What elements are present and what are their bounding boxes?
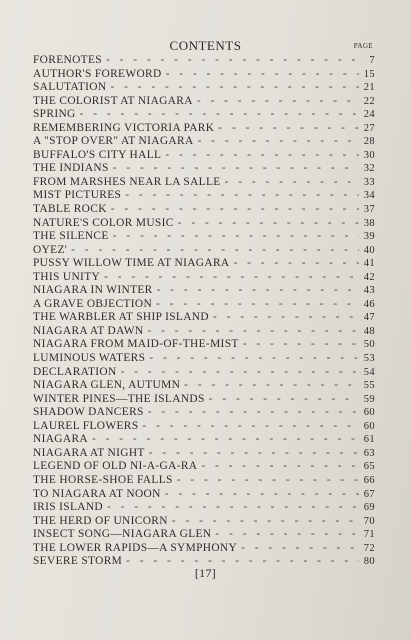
dot-leader bbox=[197, 95, 359, 109]
dot-leader bbox=[243, 338, 359, 352]
toc-entry-title: SEVERE STORM bbox=[33, 555, 123, 568]
toc-entry-page: 42 bbox=[363, 271, 375, 283]
toc-entry bbox=[33, 325, 375, 339]
dot-leader bbox=[198, 135, 359, 149]
toc-entry bbox=[33, 271, 375, 285]
dot-leader bbox=[142, 420, 359, 434]
toc-entry-title: THE HORSE-SHOE FALLS bbox=[33, 473, 173, 486]
toc-entry-page: 60 bbox=[363, 420, 375, 432]
toc-entry-title: FROM MARSHES NEAR LA SALLE bbox=[33, 175, 221, 188]
toc-entry-page: 80 bbox=[363, 556, 375, 568]
toc-entry-title: SPRING bbox=[33, 108, 76, 121]
toc-entry bbox=[33, 284, 375, 298]
dot-leader bbox=[149, 447, 359, 461]
toc-entry-title: REMEMBERING VICTORIA PARK bbox=[33, 121, 215, 134]
toc-entry-title: THE INDIANS bbox=[33, 162, 109, 175]
toc-entry-page: 50 bbox=[363, 339, 375, 351]
toc-entry-title: SALUTATION bbox=[33, 81, 107, 94]
toc-entry-title: LEGEND OF OLD NI-A-GA-RA bbox=[33, 460, 198, 473]
dot-leader bbox=[184, 379, 359, 393]
toc-entry bbox=[33, 542, 375, 556]
toc-entry-page: 24 bbox=[363, 109, 375, 121]
toc-entry bbox=[33, 68, 375, 82]
toc-entry bbox=[33, 420, 375, 434]
dot-leader bbox=[225, 176, 359, 190]
toc-entry-page: 41 bbox=[363, 258, 375, 270]
toc-entry bbox=[33, 176, 375, 190]
dot-leader bbox=[71, 244, 359, 258]
dot-leader bbox=[165, 149, 359, 163]
dot-leader bbox=[106, 54, 359, 68]
dot-leader bbox=[121, 366, 359, 380]
dot-leader bbox=[111, 203, 359, 217]
toc-entry-title: LUMINOUS WATERS bbox=[33, 352, 146, 365]
toc-entry-title: THE HERD OF UNICORN bbox=[33, 514, 168, 527]
contents-heading: CONTENTS bbox=[169, 38, 242, 53]
toc-entry-page: 60 bbox=[363, 407, 375, 419]
table-of-contents bbox=[33, 54, 375, 569]
toc-entry-page: 72 bbox=[363, 542, 375, 554]
toc-entry bbox=[33, 379, 375, 393]
dot-leader bbox=[157, 284, 359, 298]
toc-entry-title: NIAGARA AT NIGHT bbox=[33, 446, 145, 459]
toc-entry-title: INSECT SONG—NIAGARA GLEN bbox=[33, 528, 212, 541]
toc-entry-page: 30 bbox=[363, 149, 375, 161]
dot-leader bbox=[177, 474, 359, 488]
dot-leader bbox=[125, 189, 359, 203]
toc-entry bbox=[33, 298, 375, 312]
toc-entry-page: 38 bbox=[363, 217, 375, 229]
toc-entry-title: NIAGARA FROM MAID-OF-THE-MIST bbox=[33, 338, 239, 351]
dot-leader bbox=[213, 311, 359, 325]
toc-entry-title: BUFFALO'S CITY HALL bbox=[33, 148, 162, 161]
toc-entry-page: 67 bbox=[363, 488, 375, 500]
toc-entry-title: THE COLORIST AT NIAGARA bbox=[33, 94, 193, 107]
toc-entry-page: 21 bbox=[363, 82, 375, 94]
dot-leader bbox=[165, 488, 359, 502]
toc-entry bbox=[33, 474, 375, 488]
page-number: [17] bbox=[194, 566, 217, 580]
toc-entry-title: NIAGARA bbox=[33, 433, 88, 446]
toc-entry-title: WINTER PINES—THE ISLANDS bbox=[33, 392, 205, 405]
toc-entry bbox=[33, 189, 375, 203]
dot-leader bbox=[218, 122, 359, 136]
toc-entry-title: THE SILENCE bbox=[33, 230, 109, 243]
dot-leader bbox=[113, 162, 359, 176]
toc-entry-title: A GRAVE OBJECTION bbox=[33, 297, 153, 310]
toc-entry-page: 48 bbox=[363, 325, 375, 337]
dot-leader bbox=[104, 271, 359, 285]
toc-entry-title: TO NIAGARA AT NOON bbox=[33, 487, 161, 500]
toc-entry-title: DECLARATION bbox=[33, 365, 117, 378]
dot-leader bbox=[149, 352, 359, 366]
toc-entry-title: THE LOWER RAPIDS—A SYMPHONY bbox=[33, 541, 238, 554]
toc-entry-page: 22 bbox=[363, 95, 375, 107]
toc-entry bbox=[33, 108, 375, 122]
dot-leader bbox=[113, 230, 359, 244]
dot-leader bbox=[107, 501, 359, 515]
toc-entry bbox=[33, 352, 375, 366]
toc-entry-page: 53 bbox=[363, 353, 375, 365]
dot-leader bbox=[147, 325, 359, 339]
dot-leader bbox=[148, 406, 359, 420]
dot-leader bbox=[209, 393, 359, 407]
toc-entry-page: 39 bbox=[363, 231, 375, 243]
toc-entry-page: 65 bbox=[363, 461, 375, 473]
toc-entry bbox=[33, 447, 375, 461]
toc-entry bbox=[33, 81, 375, 95]
toc-entry-title: THE WARBLER AT SHIP ISLAND bbox=[33, 311, 209, 324]
toc-entry bbox=[33, 488, 375, 502]
toc-entry bbox=[33, 257, 375, 271]
toc-entry bbox=[33, 460, 375, 474]
toc-entry-page: 59 bbox=[363, 393, 375, 405]
toc-entry-title: NIAGARA AT DAWN bbox=[33, 324, 144, 337]
toc-entry bbox=[33, 433, 375, 447]
toc-entry-page: 43 bbox=[363, 285, 375, 297]
toc-entry bbox=[33, 203, 375, 217]
toc-entry-page: 70 bbox=[363, 515, 375, 527]
toc-entry-page: 40 bbox=[363, 244, 375, 256]
toc-entry-title: PUSSY WILLOW TIME AT NIAGARA bbox=[33, 257, 230, 270]
toc-entry-title: A "STOP OVER" AT NIAGARA bbox=[33, 135, 194, 148]
toc-entry-page: 33 bbox=[363, 176, 375, 188]
toc-entry-page: 69 bbox=[363, 502, 375, 514]
toc-entry-title: NIAGARA GLEN, AUTUMN bbox=[33, 379, 181, 392]
dot-leader bbox=[156, 298, 359, 312]
toc-entry-title: NIAGARA IN WINTER bbox=[33, 284, 153, 297]
toc-entry-title: NATURE'S COLOR MUSIC bbox=[33, 216, 174, 229]
dot-leader bbox=[178, 217, 359, 231]
toc-entry bbox=[33, 122, 375, 136]
toc-entry-page: 55 bbox=[363, 380, 375, 392]
toc-entry-title: LAUREL FLOWERS bbox=[33, 419, 139, 432]
toc-entry-page: 7 bbox=[369, 55, 375, 66]
toc-entry-title: TABLE ROCK bbox=[33, 203, 107, 216]
toc-entry bbox=[33, 135, 375, 149]
toc-entry bbox=[33, 162, 375, 176]
toc-entry-page: 47 bbox=[363, 312, 375, 324]
toc-entry-page: 71 bbox=[363, 529, 375, 541]
toc-entry-page: 54 bbox=[363, 366, 375, 378]
toc-entry bbox=[33, 311, 375, 325]
toc-entry bbox=[33, 95, 375, 109]
dot-leader bbox=[172, 515, 359, 529]
toc-entry-title: OYEZ' bbox=[33, 243, 68, 256]
toc-entry bbox=[33, 366, 375, 380]
toc-entry-page: 15 bbox=[363, 68, 375, 80]
dot-leader bbox=[80, 108, 359, 122]
toc-entry bbox=[33, 149, 375, 163]
dot-leader bbox=[234, 257, 360, 271]
toc-entry-page: 32 bbox=[363, 163, 375, 175]
toc-entry-title: SHADOW DANCERS bbox=[33, 406, 144, 419]
toc-entry bbox=[33, 338, 375, 352]
toc-entry-page: 61 bbox=[363, 434, 375, 446]
toc-entry-page: 46 bbox=[363, 298, 375, 310]
dot-leader bbox=[166, 68, 359, 82]
toc-entry bbox=[33, 501, 375, 515]
toc-entry-title: AUTHOR'S FOREWORD bbox=[33, 67, 162, 80]
dot-leader bbox=[241, 542, 359, 556]
toc-entry bbox=[33, 406, 375, 420]
toc-entry bbox=[33, 217, 375, 231]
toc-entry-title: THIS UNITY bbox=[33, 270, 101, 283]
toc-entry-title: IRIS ISLAND bbox=[33, 501, 103, 514]
dot-leader bbox=[215, 528, 359, 542]
toc-entry bbox=[33, 54, 375, 68]
toc-entry-page: 37 bbox=[363, 204, 375, 216]
toc-entry-page: 28 bbox=[363, 136, 375, 148]
toc-entry bbox=[33, 393, 375, 407]
toc-entry bbox=[33, 528, 375, 542]
toc-entry bbox=[33, 515, 375, 529]
dot-leader bbox=[92, 433, 359, 447]
toc-entry-title: MIST PICTURES bbox=[33, 189, 122, 202]
dot-leader bbox=[201, 460, 359, 474]
toc-entry-page: 63 bbox=[363, 447, 375, 459]
toc-entry-page: 66 bbox=[363, 474, 375, 486]
toc-entry bbox=[33, 230, 375, 244]
toc-entry-page: 27 bbox=[363, 122, 375, 134]
toc-entry-title: FORENOTES bbox=[33, 54, 102, 66]
dot-leader bbox=[110, 81, 359, 95]
toc-entry bbox=[33, 244, 375, 258]
toc-entry-page: 34 bbox=[363, 190, 375, 202]
page-column-label: PAGE bbox=[353, 42, 373, 50]
